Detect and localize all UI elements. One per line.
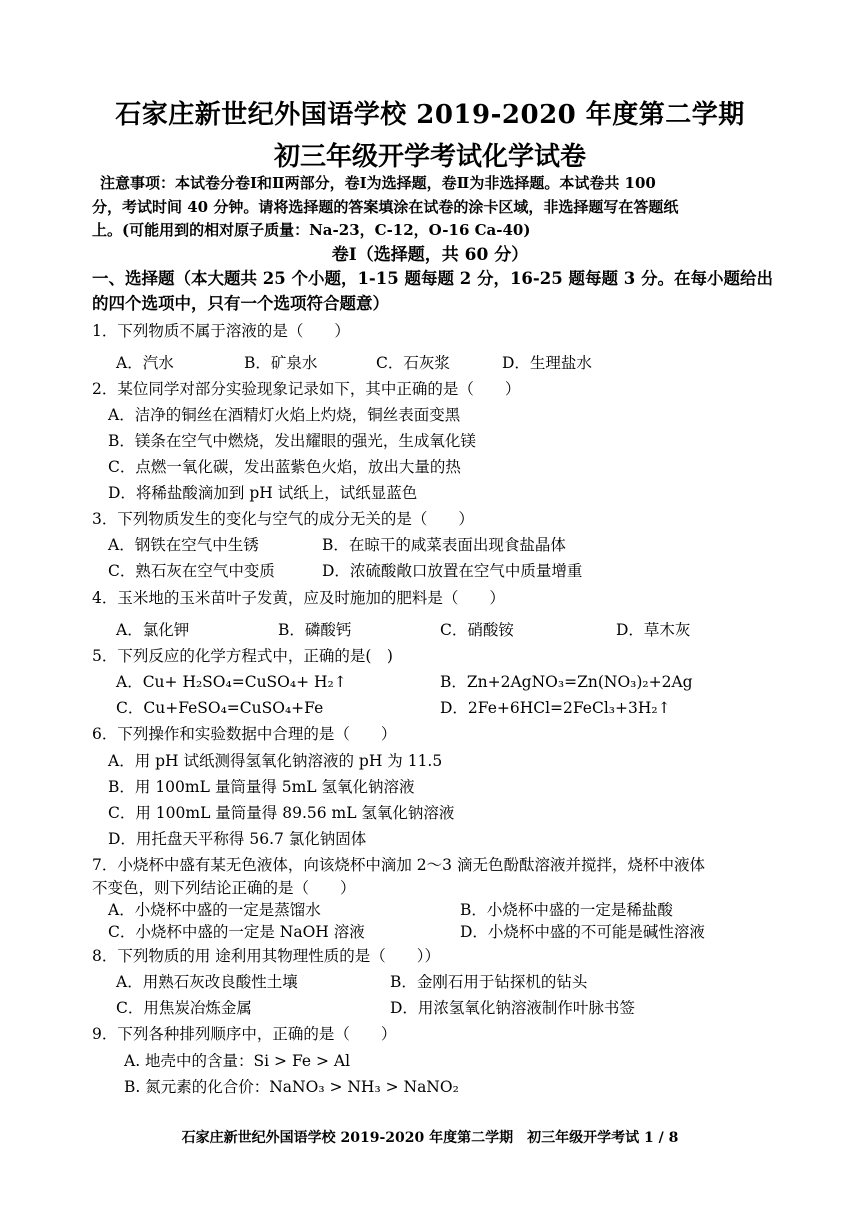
question-stem-cont: 不变色，则下列结论正确的是（ ）	[92, 879, 356, 897]
notice-line: 分，考试时间 40 分钟。请将选择题的答案填涂在试卷的涂卡区域，非选择题写在答题纸	[92, 197, 679, 216]
option-b: B．矿泉水	[244, 354, 318, 372]
option-c: C．石灰浆	[376, 354, 450, 372]
option-d: D．生理盐水	[502, 354, 592, 372]
option-a: A．洁净的铜丝在酒精灯火焰上灼烧，铜丝表面变黑	[108, 406, 461, 424]
option-b: B．磷酸钙	[278, 621, 352, 639]
option-b: B. 氮元素的化合价：NaNO₃ > NH₃ > NaNO₂	[124, 1078, 459, 1096]
option-a: A．钢铁在空气中生锈	[108, 536, 259, 554]
part-instructions	[92, 266, 782, 316]
question-stem: 6．下列操作和实验数据中合理的是（ ）	[92, 725, 397, 743]
option-c: C．用焦炭冶炼金属	[116, 999, 252, 1017]
option-a: A．氯化钾	[116, 621, 190, 639]
option-b: B．镁条在空气中燃烧，发出耀眼的强光，生成氧化镁	[108, 432, 476, 450]
question-stem: 8．下列物质的用 途利用其物理性质的是（ ））	[92, 947, 441, 965]
option-c: C．小烧杯中盛的一定是 NaOH 溶液	[108, 923, 365, 941]
question-stem: 9．下列各种排列顺序中，正确的是（ ）	[92, 1025, 397, 1043]
option-d: D．用托盘天平称得 56.7 氯化钠固体	[108, 830, 367, 848]
option-b: B．用 100mL 量筒量得 5mL 氢氧化钠溶液	[108, 778, 415, 796]
option-a: A．Cu+ H₂SO₄=CuSO₄+ H₂↑	[116, 673, 347, 691]
question-stem: 3．下列物质发生的变化与空气的成分无关的是（ ）	[92, 510, 474, 528]
option-c: C．熟石灰在空气中变质	[108, 562, 275, 580]
option-a: A．汽水	[116, 354, 174, 372]
option-b: B．金刚石用于钻探机的钻头	[390, 973, 588, 991]
notice-line: 上。(可能用到的相对原子质量：Na-23，C-12，O-16 Ca-40)	[92, 221, 531, 239]
question-stem: 4．玉米地的玉米苗叶子发黄，应及时施加的肥料是（ ）	[92, 589, 505, 607]
question-stem: 1．下列物质不属于溶液的是（ ）	[92, 322, 350, 340]
option-d: D．小烧杯中盛的不可能是碱性溶液	[460, 923, 705, 941]
option-a: A．小烧杯中盛的一定是蒸馏水	[108, 901, 321, 919]
option-d: D．2Fe+6HCl=2FeCl₃+3H₂↑	[440, 699, 671, 717]
option-d: D．浓硫酸敞口放置在空气中质量增重	[322, 562, 583, 580]
option-d: D．草木灰	[616, 621, 691, 639]
option-a: A．用熟石灰改良酸性土壤	[116, 973, 298, 991]
option-b: B．Zn+2AgNO₃=Zn(NO₃)₂+2Ag	[440, 673, 693, 691]
option-a: A. 地壳中的含量：Si > Fe > Al	[124, 1052, 351, 1070]
notice-line: 注意事项：本试卷分卷Ⅰ和Ⅱ两部分，卷Ⅰ为选择题，卷Ⅱ为非选择题。本试卷共 100	[100, 174, 656, 192]
section-title: 卷Ⅰ（选择题，共 60 分）	[331, 245, 529, 265]
exam-title-line1: 石家庄新世纪外国语学校 2019-2020 年度第二学期	[115, 100, 745, 130]
notice-block	[92, 172, 782, 243]
option-b: B．在晾干的咸菜表面出现食盐晶体	[322, 536, 566, 554]
option-a: A．用 pH 试纸测得氢氧化钠溶液的 pH 为 11.5	[108, 752, 443, 770]
page-footer: 石家庄新世纪外国语学校 2019-2020 年度第二学期 初三年级开学考试 1 / 8	[181, 1130, 679, 1146]
option-c: C．硝酸铵	[440, 621, 514, 639]
question-stem: 7．小烧杯中盛有某无色液体，向该烧杯中滴加 2～3 滴无色酚酞溶液并搅拌，烧杯中液体	[92, 856, 705, 874]
option-d: D．用浓氢氧化钠溶液制作叶脉书签	[390, 999, 635, 1017]
option-d: D．将稀盐酸滴加到 pH 试纸上，试纸显蓝色	[108, 484, 418, 502]
part-line: 一、选择题（本大题共 25 个小题，1-15 题每题 2 分，16-25 题每题 3 分。在每小题给出	[92, 269, 773, 288]
part-line: 的四个选项中，只有一个选项符合题意）	[92, 294, 389, 313]
option-c: C．点燃一氧化碳，发出蓝紫色火焰，放出大量的热	[108, 458, 461, 476]
option-c: C．用 100mL 量筒量得 89.56 mL 氢氧化钠溶液	[108, 804, 455, 822]
question-stem: 5．下列反应的化学方程式中，正确的是( )	[92, 647, 393, 665]
exam-title-line2: 初三年级开学考试化学试卷	[273, 142, 586, 172]
option-b: B．小烧杯中盛的一定是稀盐酸	[460, 901, 673, 919]
option-c: C．Cu+FeSO₄=CuSO₄+Fe	[116, 699, 324, 717]
question-stem: 2．某位同学对部分实验现象记录如下，其中正确的是（ ）	[92, 380, 521, 398]
